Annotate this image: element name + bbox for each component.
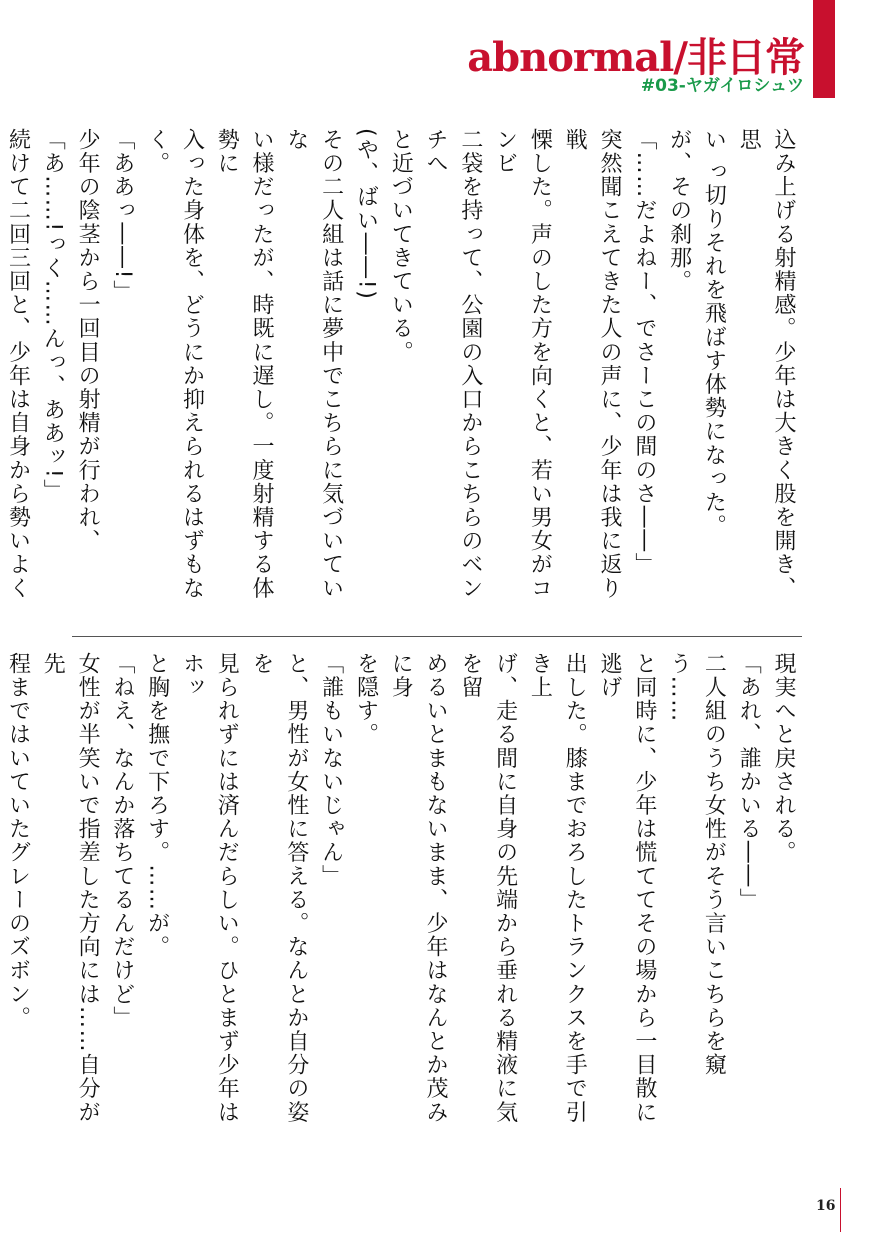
page-number-rule [840, 1188, 841, 1232]
paragraph-line: 少年の陰茎から一回目の射精が行われ、 [75, 128, 101, 553]
paragraph-line: 突然聞こえてきた人の声に、少年は我に返り戦 [562, 128, 623, 600]
top-text-section [5, 128, 800, 620]
paragraph-line: 女性が半笑いで指差した方向には……自分が先 [40, 652, 101, 1124]
paragraph-line: と同時に、少年は慌ててその場から一目散に逃げ [597, 652, 657, 1124]
paragraph-line: 現実へと戻される。 [771, 652, 796, 865]
page-number: 16 [816, 1198, 836, 1214]
paragraph-line: 「ねえ、なんか落ちてるんだけど」 [109, 652, 135, 1030]
header-subtitle: #03-ヤガイロシュツ [640, 76, 804, 96]
paragraph-line: 二人組のうち女性がそう言いこちらを窺う…… [666, 652, 727, 1077]
paragraph-line: 「あれ、誰かいる――」 [736, 652, 762, 912]
paragraph-line: と近づいてきている。 [388, 128, 414, 364]
paragraph-line: 込み上げる射精感。少年は大きく股を開き、思 [736, 128, 796, 600]
paragraph-line: 出した。膝までおろしたトランクスを手で引き上 [527, 652, 588, 1124]
paragraph-line: 続けて二回三回と、少年は自身から勢いよく [5, 128, 31, 600]
paragraph-line: げ、走る間に自身の先端から垂れる精液に気を留 [457, 652, 518, 1124]
header-title: abnormal/非日常 [467, 34, 804, 81]
paragraph-line: (や、ばい――!) [353, 128, 379, 301]
section-divider [72, 636, 802, 637]
paragraph-line: その二人組は話に夢中でこちらに気づいていな [283, 128, 344, 600]
paragraph-line: 見られずには済んだらしい。ひとまず少年はホッ [179, 652, 240, 1124]
paragraph-line: と胸を撫で下ろす。……が。 [144, 652, 170, 959]
paragraph-line: 「ああっ――!」 [109, 128, 135, 304]
paragraph-line: 入った身体を、どうにか抑えられるはずもなく。 [144, 128, 205, 600]
paragraph-line: と、男性が女性に答える。なんとか自分の姿を [249, 652, 309, 1124]
bottom-text-section [5, 652, 800, 1144]
paragraph-line: 「誰もいないじゃん」 [318, 652, 344, 888]
paragraph-line: 程まではいていたグレーのズボン。 [5, 652, 31, 1030]
paragraph-line: 「……だよねー、でさーこの間のさ――」 [631, 128, 657, 577]
paragraph-line: 「あ……!っく……んっ、ああッ!」 [40, 128, 66, 503]
paragraph-line: い様だったが、時既に遅し。一度射精する体勢に [214, 128, 275, 600]
header-red-tab [813, 0, 835, 98]
paragraph-line: めるいとまもないまま、少年はなんとか茂みに身 [388, 652, 449, 1124]
paragraph-line: い っ切りそれを飛ばす体勢になった。 [701, 128, 727, 538]
paragraph-line: を隠す。 [353, 652, 379, 747]
paragraph-line: が、その刹那。 [666, 128, 692, 294]
paragraph-line: 慄した。声のした方を向くと、若い男女がコンビ [492, 128, 553, 600]
paragraph-line: 二袋を持って、公園の入口からこちらのベンチへ [423, 128, 483, 600]
